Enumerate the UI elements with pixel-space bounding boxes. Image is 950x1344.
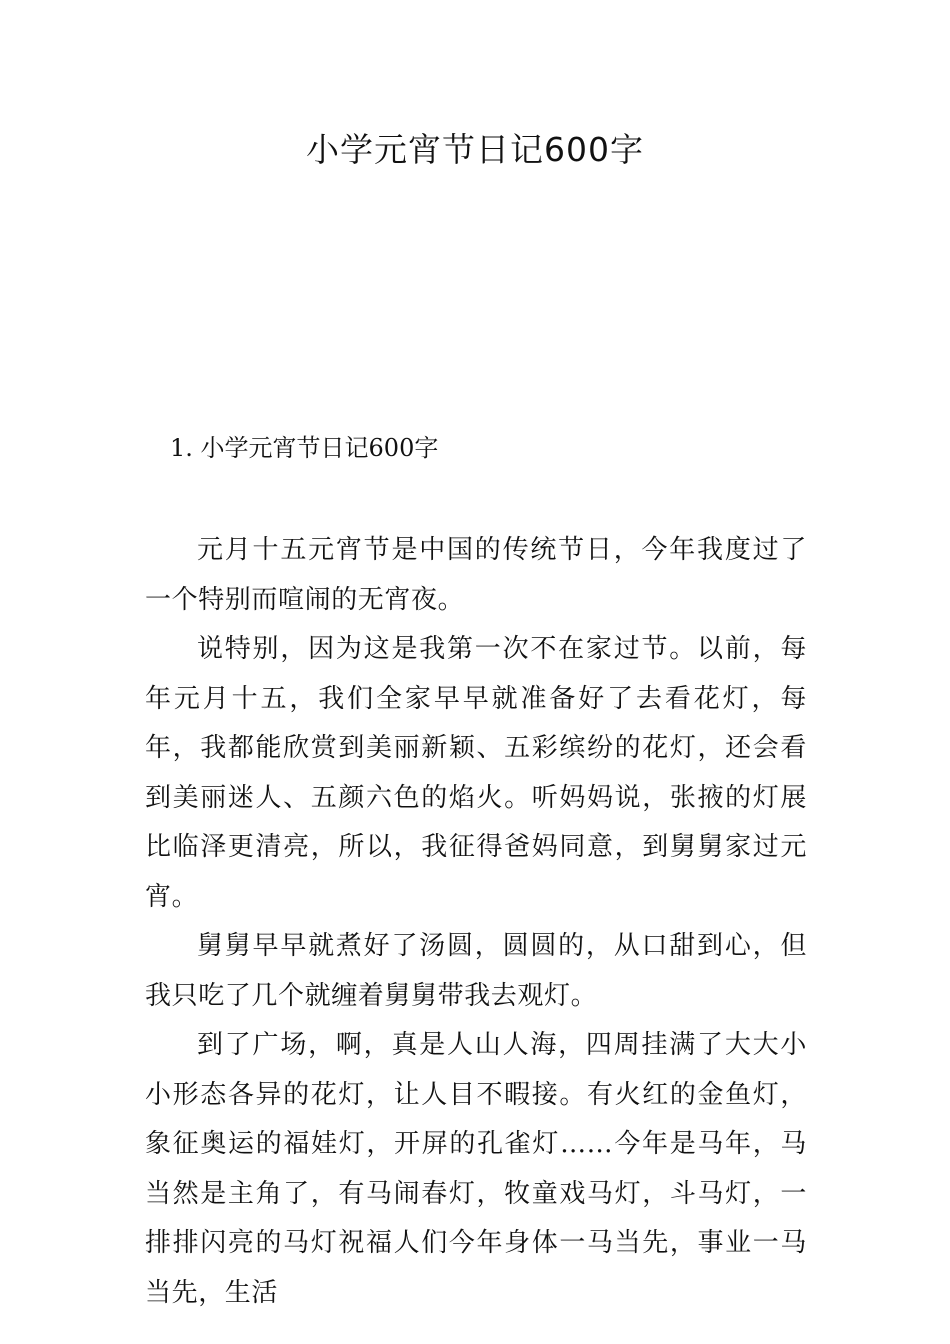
body-text: [145, 526, 807, 1318]
paragraph: 舅舅早早就煮好了汤圆，圆圆的，从口甜到心，但我只吃了几个就缠着舅舅带我去观灯。: [145, 931, 807, 1011]
paragraph: 说特别，因为这是我第一次不在家过节。以前，每年元月十五，我们全家早早就准备好了去看花灯，每年，我都能欣赏到美丽新颖、五彩缤纷的花灯，还会看到美丽迷人、五颜六色的焰火。听妈妈说，张掖的灯展比临泽更清亮，所以，我征得爸妈同意，到舅舅家过元宵。: [145, 634, 807, 912]
document-title: 小学元宵节日记600字: [306, 130, 644, 169]
paragraph: 元月十五元宵节是中国的传统节日，今年我度过了一个特别而喧闹的无宵夜。: [145, 535, 807, 615]
paragraph: 到了广场，啊，真是人山人海，四周挂满了大大小小形态各异的花灯，让人目不暇接。有火红的金鱼灯，象征奥运的福娃灯，开屏的孔雀灯……今年是马年，马当然是主角了，有马闹春灯，牧童戏马灯，斗马灯，一排排闪亮的马灯祝福人们今年身体一马当先，事业一马当先，生活: [145, 1030, 807, 1308]
section-heading: 1. 小学元宵节日记600字: [170, 434, 439, 462]
